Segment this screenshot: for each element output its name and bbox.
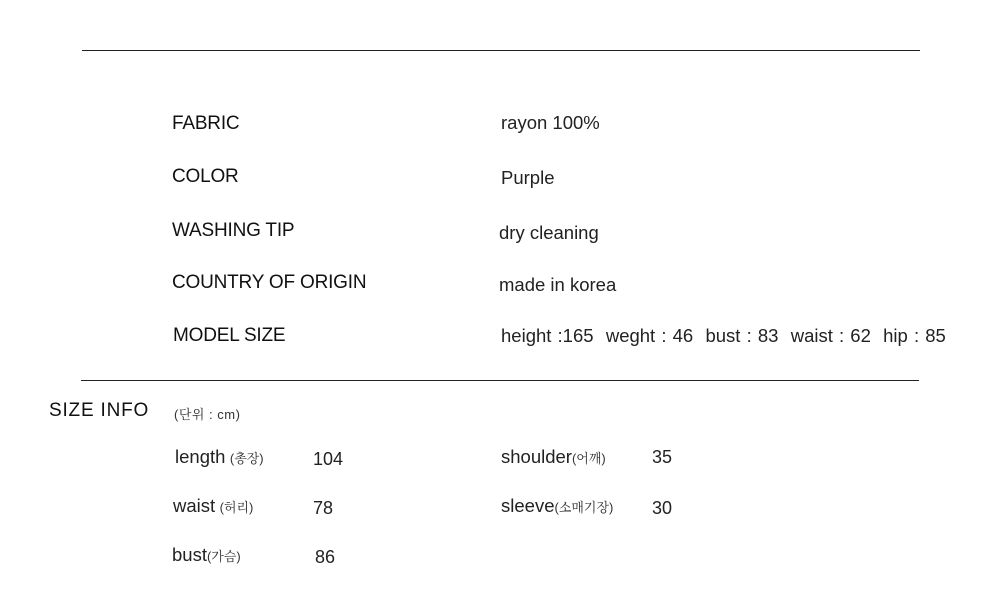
size-value-length: 104 — [313, 449, 344, 469]
size-name: sleeve — [501, 495, 555, 516]
size-name: waist — [173, 495, 216, 516]
size-row-waist — [173, 495, 253, 517]
middle-divider — [81, 380, 919, 381]
fabric-label: FABRIC — [172, 113, 240, 134]
fabric-value: rayon 100% — [501, 112, 600, 133]
size-info-title: SIZE INFO — [49, 400, 150, 421]
size-value-shoulder: 35 — [652, 447, 673, 467]
color-value: Purple — [501, 167, 555, 188]
size-name-korean: (가슴) — [206, 549, 241, 564]
size-row-shoulder — [501, 446, 606, 468]
size-name: length — [175, 446, 226, 467]
washing-tip-label: WASHING TIP — [172, 220, 295, 241]
size-row-bust — [172, 544, 241, 566]
size-name: bust — [172, 544, 207, 565]
size-name-korean: (어깨) — [571, 451, 606, 466]
size-name: shoulder — [501, 446, 572, 467]
size-name-korean: (소매기장) — [554, 500, 614, 515]
country-of-origin-label: COUNTRY OF ORIGIN — [172, 272, 367, 293]
top-divider — [82, 50, 920, 51]
washing-tip-value: dry cleaning — [499, 222, 599, 243]
size-name-korean: (총장) — [229, 451, 264, 466]
country-of-origin-value: made in korea — [499, 274, 617, 295]
size-name-korean: (허리) — [219, 500, 254, 515]
size-value-bust: 86 — [315, 547, 336, 567]
model-size-label: MODEL SIZE — [173, 325, 286, 346]
color-label: COLOR — [172, 166, 239, 187]
size-row-length — [175, 446, 264, 468]
model-size-value: height :165 weght : 46 bust : 83 waist : 62 hip : 85 — [501, 325, 946, 346]
size-value-waist: 78 — [313, 498, 334, 518]
size-row-sleeve — [501, 495, 613, 517]
size-unit-note: (단위 : cm) — [174, 407, 241, 422]
size-value-sleeve: 30 — [652, 498, 673, 518]
